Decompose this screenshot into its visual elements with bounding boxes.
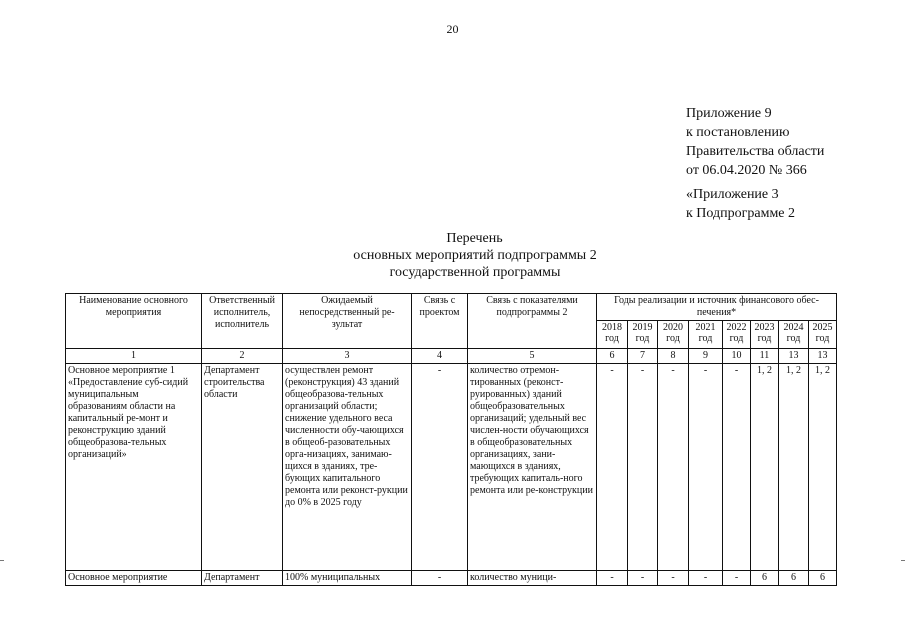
- annex-block: [686, 104, 824, 180]
- row-year-value: -: [689, 571, 723, 586]
- table-row: [66, 364, 837, 571]
- annex-line: к постановлению: [686, 125, 790, 140]
- annex-line: Правительства области: [686, 144, 825, 159]
- annex-line: от 06.04.2020 № 366: [686, 163, 807, 178]
- year-header: 2019 год: [628, 321, 658, 349]
- row-year-value: 6: [809, 571, 837, 586]
- col-number: 5: [468, 349, 597, 364]
- row-year-value: -: [597, 571, 628, 586]
- header-indicators: Связь с показателями подпрограммы 2: [468, 294, 597, 349]
- annex-ref-line: «Приложение 3: [686, 187, 779, 202]
- col-number: 6: [597, 349, 628, 364]
- row-executor: Департамент: [202, 571, 283, 586]
- header-executor: Ответственный исполнитель, исполнитель: [202, 294, 283, 349]
- header-result: Ожидаемый непосредственный ре-зультат: [283, 294, 412, 349]
- annex-ref-block: [686, 185, 795, 223]
- col-number: 10: [723, 349, 751, 364]
- title-line: Перечень: [446, 231, 503, 246]
- row-year-value: -: [597, 364, 628, 571]
- row-year-value: -: [658, 364, 689, 571]
- page-number: 20: [446, 22, 459, 36]
- row-indicators: количество отремон-тированных (реконст-руированных) зданий общеобразовательных организаций; удельный вес числен-ности обучающихся в общеобразовательных организациях, зани-мающихся в зданиях, требующих капиталь-ного ремонта или ре-конструкции: [468, 364, 597, 571]
- col-number: 13: [779, 349, 809, 364]
- title-line: государственной программы: [389, 265, 561, 280]
- header-years: Годы реализации и источник финансового обес-печения*: [597, 294, 837, 321]
- header-project: Связь с проектом: [412, 294, 468, 349]
- annex-ref-line: к Подпрограмме 2: [686, 206, 796, 221]
- document-title: [0, 230, 905, 281]
- col-number: 8: [658, 349, 689, 364]
- header-name: Наименование основного мероприятия: [66, 294, 202, 349]
- col-number: 7: [628, 349, 658, 364]
- row-year-value: -: [658, 571, 689, 586]
- col-number: 1: [66, 349, 202, 364]
- table-row: [66, 571, 837, 586]
- year-header: 2020 год: [658, 321, 689, 349]
- row-project: -: [412, 364, 468, 571]
- row-name: Основное мероприятие 1 «Предоставление суб-сидий муниципальным образованиям области на капитальный ре-монт и реконструкцию зданий общеобразова-тельных организаций»: [66, 364, 202, 571]
- col-number: 2: [202, 349, 283, 364]
- activities-table: [65, 293, 837, 586]
- row-indicators: количество муници-: [468, 571, 597, 586]
- col-number: 11: [751, 349, 779, 364]
- row-project: -: [412, 571, 468, 586]
- row-year-value: -: [723, 364, 751, 571]
- row-result: 100% муниципальных: [283, 571, 412, 586]
- row-year-value: -: [689, 364, 723, 571]
- row-year-value: -: [723, 571, 751, 586]
- title-line: основных мероприятий подпрограммы 2: [353, 248, 597, 263]
- row-year-value: 1, 2: [751, 364, 779, 571]
- year-header: 2021 год: [689, 321, 723, 349]
- row-executor: Департамент строительства области: [202, 364, 283, 571]
- row-year-value: -: [628, 571, 658, 586]
- row-name: Основное мероприятие: [66, 571, 202, 586]
- year-header: 2025 год: [809, 321, 837, 349]
- annex-line: Приложение 9: [686, 106, 772, 121]
- row-year-value: -: [628, 364, 658, 571]
- row-year-value: 1, 2: [779, 364, 809, 571]
- scan-mark: [901, 560, 905, 561]
- year-header: 2018 год: [597, 321, 628, 349]
- row-year-value: 6: [779, 571, 809, 586]
- year-header: 2023 год: [751, 321, 779, 349]
- year-header: 2022 год: [723, 321, 751, 349]
- column-number-row: [66, 349, 837, 364]
- year-header: 2024 год: [779, 321, 809, 349]
- col-number: 9: [689, 349, 723, 364]
- col-number: 4: [412, 349, 468, 364]
- table-header-row: [66, 294, 837, 321]
- col-number: 13: [809, 349, 837, 364]
- row-result: осуществлен ремонт (реконструкция) 43 зданий общеобразова-тельных организаций области; снижение удельного веса численности обу-чающихся в общеоб-разовательных орга-низациях, занимаю-щихся в зданиях, тре-бующих капитального ремонта или реконст-рукции до 0% в 2025 году: [283, 364, 412, 571]
- scan-mark: [0, 560, 4, 561]
- col-number: 3: [283, 349, 412, 364]
- row-year-value: 1, 2: [809, 364, 837, 571]
- row-year-value: 6: [751, 571, 779, 586]
